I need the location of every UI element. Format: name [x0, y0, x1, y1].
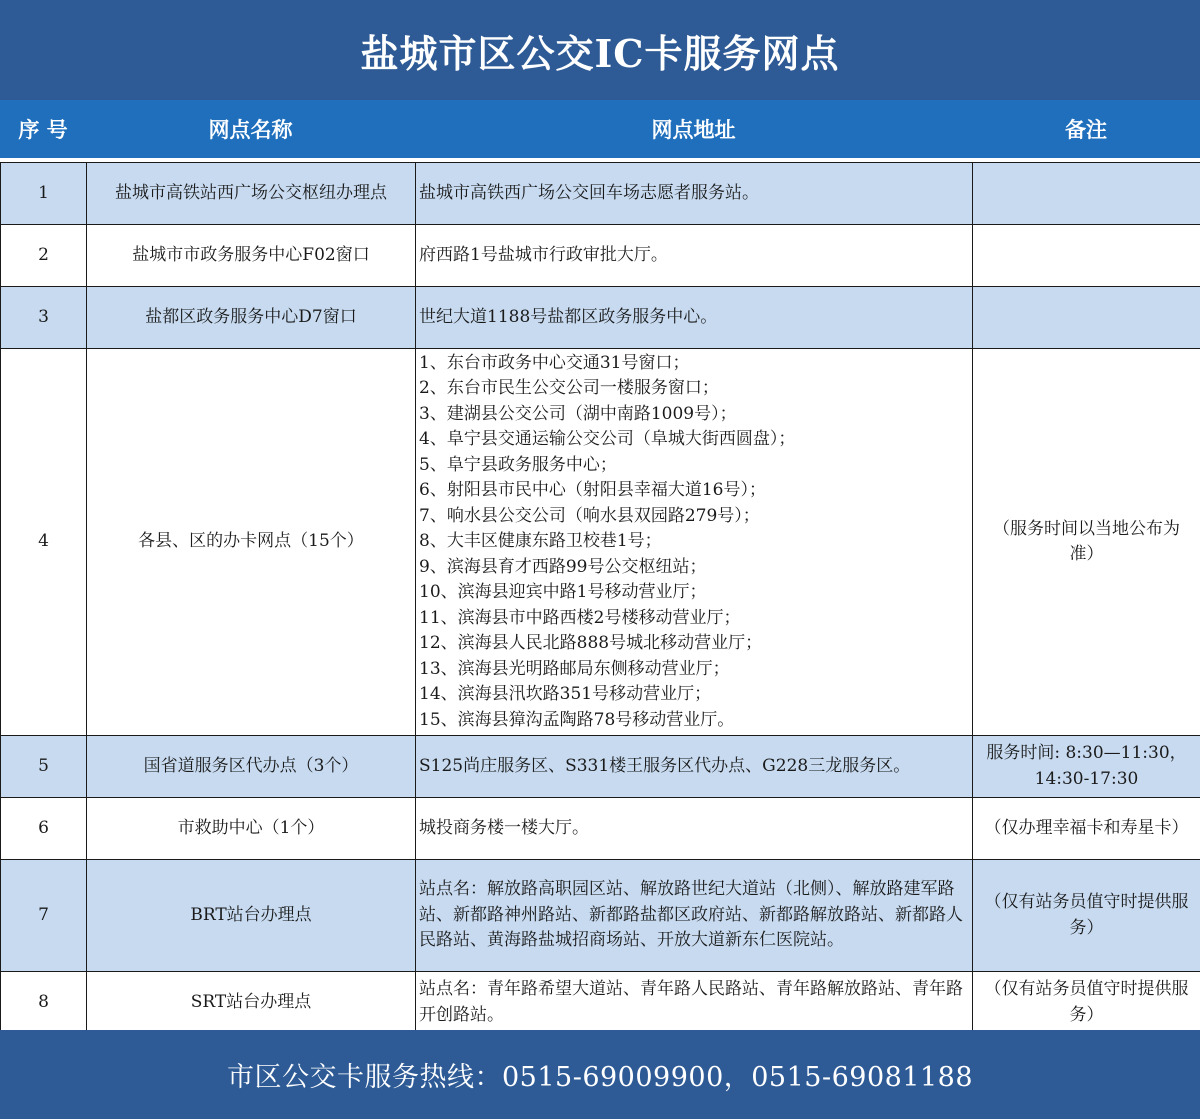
- point-note: （服务时间以当地公布为准）: [973, 349, 1200, 736]
- table-row: [1, 736, 1200, 798]
- point-note: [973, 163, 1200, 225]
- point-note: （仅有站务员值守时提供服务）: [973, 972, 1200, 1034]
- header-no: 序 号: [18, 117, 68, 142]
- point-note: [973, 225, 1200, 287]
- header-name: 网点名称: [208, 117, 293, 142]
- point-name: SRT站台办理点: [87, 972, 416, 1034]
- row-number: 5: [1, 736, 87, 798]
- row-number: 6: [1, 798, 87, 860]
- point-address: 城投商务楼一楼大厅。: [416, 798, 973, 860]
- address-list-item: 11、滨海县市中路西楼2号楼移动营业厅；: [419, 607, 741, 628]
- table-row: [1, 349, 1200, 736]
- service-points-table: [0, 158, 1200, 1028]
- address-list-item: 12、滨海县人民北路888号城北移动营业厅；: [419, 633, 763, 654]
- address-list-item: 13、滨海县光明路邮局东侧移动营业厅；: [419, 658, 730, 679]
- page-title: 盐城市区公交IC卡服务网点: [0, 0, 1200, 100]
- address-list-item: 3、建湖县公交公司（湖中南路1009号）；: [419, 403, 737, 424]
- row-number: 2: [1, 225, 87, 287]
- header-address: 网点地址: [651, 117, 736, 142]
- point-name: 各县、区的办卡网点（15个）: [87, 349, 416, 736]
- table-row: [1, 225, 1200, 287]
- table-header: [0, 100, 1200, 158]
- row-number: 4: [1, 349, 87, 736]
- point-address: 盐城市高铁西广场公交回车场志愿者服务站。: [416, 163, 973, 225]
- address-list-item: 4、阜宁县交通运输公交公司（阜城大街西圆盘）；: [419, 429, 796, 450]
- point-name: 国省道服务区代办点（3个）: [87, 736, 416, 798]
- point-note: [973, 287, 1200, 349]
- row-number: 7: [1, 860, 87, 972]
- header-note: 备注: [1065, 117, 1107, 142]
- address-list-item: 15、滨海县獐沟孟陶路78号移动营业厅。: [419, 709, 735, 730]
- table-row: [1, 287, 1200, 349]
- point-address: 站点名：青年路希望大道站、青年路人民路站、青年路解放路站、青年路开创路站。: [416, 972, 973, 1034]
- point-address: 世纪大道1188号盐都区政务服务中心。: [416, 287, 973, 349]
- point-name: 盐城市高铁站西广场公交枢纽办理点: [87, 163, 416, 225]
- table-row: [1, 163, 1200, 225]
- point-address: 府西路1号盐城市行政审批大厅。: [416, 225, 973, 287]
- point-address: 站点名：解放路高职园区站、解放路世纪大道站（北侧）、解放路建军路站、新都路神州路站、新都路盐都区政府站、新都路解放路站、新都路人民路站、黄海路盐城招商场站、开放大道新东仁医院站。: [416, 860, 973, 972]
- row-number: 1: [1, 163, 87, 225]
- point-name: 市救助中心（1个）: [87, 798, 416, 860]
- address-list-item: 2、东台市民生公交公司一楼服务窗口；: [419, 378, 719, 399]
- address-list-item: 14、滨海县汛坎路351号移动营业厅；: [419, 684, 712, 705]
- address-list-item: 5、阜宁县政务服务中心；: [419, 454, 617, 475]
- table-row: [1, 798, 1200, 860]
- address-list-item: 6、射阳县市民中心（射阳县幸福大道16号）；: [419, 480, 766, 501]
- point-name: 盐都区政务服务中心D7窗口: [87, 287, 416, 349]
- service-hotline: 市区公交卡服务热线：0515-69009900，0515-69081188: [0, 1030, 1200, 1119]
- point-address-list: [416, 349, 973, 736]
- address-list-item: 7、响水县公交公司（响水县双园路279号）；: [419, 505, 760, 526]
- row-number: 3: [1, 287, 87, 349]
- point-note: （仅办理幸福卡和寿星卡）: [973, 798, 1200, 860]
- point-address: S125尚庄服务区、S331楼王服务区代办点、G228三龙服务区。: [416, 736, 973, 798]
- address-list-item: 8、大丰区健康东路卫校巷1号；: [419, 531, 662, 552]
- table-row: [1, 860, 1200, 972]
- table-row: [1, 972, 1200, 1034]
- point-note: 服务时间: 8:30—11:30，14:30-17:30: [973, 736, 1200, 798]
- address-list-item: 10、滨海县迎宾中路1号移动营业厅；: [419, 582, 707, 603]
- row-number: 8: [1, 972, 87, 1034]
- point-name: 盐城市市政务服务中心F02窗口: [87, 225, 416, 287]
- point-note: （仅有站务员值守时提供服务）: [973, 860, 1200, 972]
- point-name: BRT站台办理点: [87, 860, 416, 972]
- address-list-item: 1、东台市政务中心交通31号窗口；: [419, 352, 690, 373]
- address-list-item: 9、滨海县育才西路99号公交枢纽站；: [419, 556, 707, 577]
